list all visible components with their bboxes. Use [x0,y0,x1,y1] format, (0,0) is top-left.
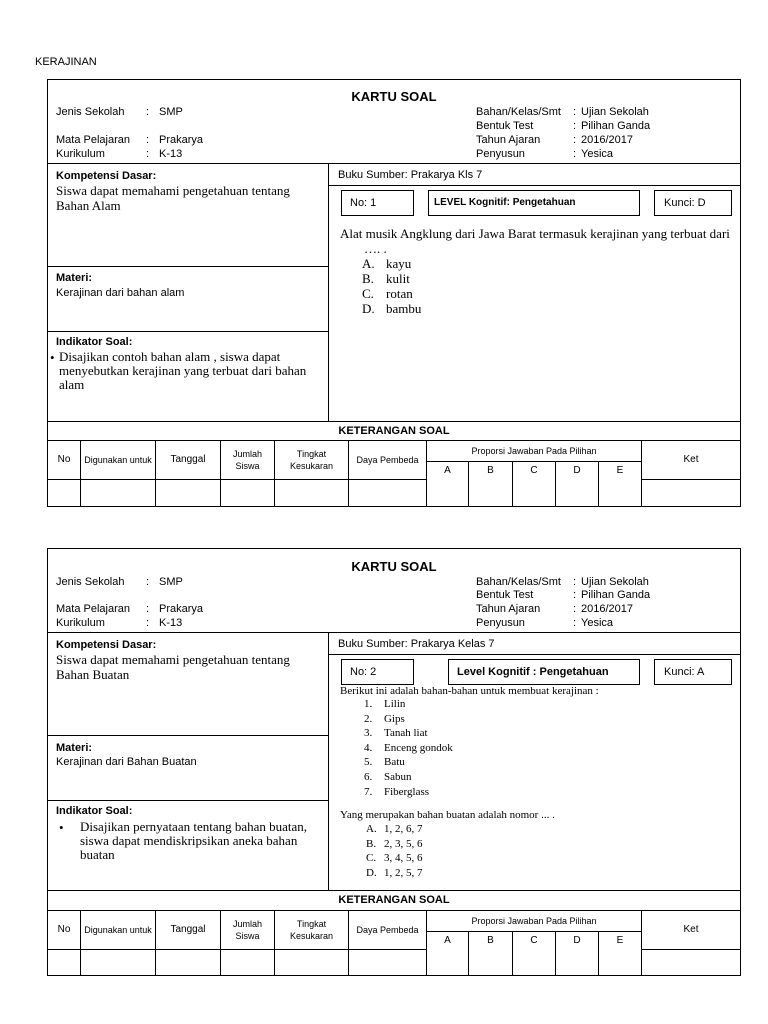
option-a [362,256,421,271]
divider [328,654,740,655]
list-item [364,770,453,785]
option-b [362,271,421,286]
field-tahun-value: 2016/2017 [581,603,633,615]
question-text [340,226,732,256]
list-item [364,712,453,727]
kompetensi-text: Siswa dapat memahami pengetahuan tentang Bahan Alam [56,183,290,213]
indikator-label: Indikator Soal: [56,336,133,348]
field-sep: : [146,106,150,118]
col-letter-e: E [616,464,624,476]
col-ket: Ket [683,454,699,465]
materi-text: Kerajinan dari Bahan Buatan [56,756,197,768]
list-text: Gips [384,712,405,725]
card-title: KARTU SOAL [351,559,437,574]
field-sep: : [146,617,150,629]
col-digunakan: Digunakan untuk [84,455,152,465]
question-number-box [341,659,414,685]
material-list [364,697,453,799]
list-item [364,755,453,770]
col-daya-pembeda: Daya Pembeda [356,455,419,465]
option-c [366,851,423,866]
divider [48,800,328,801]
list-num: 3. [364,727,373,740]
option-text: bambu [386,301,422,316]
col-tanggal: Tanggal [170,924,206,935]
list-num: 2. [364,712,373,725]
field-penyusun-label: Penyusun [476,148,525,160]
col-letter-b: B [487,934,494,946]
question-number-box [341,190,414,216]
kunci-text: Kunci: A [664,666,705,678]
list-text: Lilin [384,698,406,710]
buku-sumber: Buku Sumber: Prakarya Kelas 7 [338,638,495,650]
col-daya-pembeda: Daya Pembeda [356,925,419,935]
col-letter-c: C [530,464,538,476]
col-letter-a: A [444,934,451,946]
divider [48,890,740,891]
list-text: Batu [384,756,405,769]
divider [641,479,740,480]
field-sep: : [573,603,577,615]
materi-label: Materi: [56,272,93,284]
bullet-icon: • [59,820,64,835]
option-letter: B. [362,271,374,286]
field-bahan-value: Ujian Sekolah [581,106,649,118]
option-text: kayu [386,256,412,271]
divider [328,163,329,421]
col-proporsi: Proporsi Jawaban Pada Pilihan [471,916,597,926]
field-bentuk-value: Pilihan Ganda [581,589,651,601]
divider [48,632,740,633]
col-letter-b: B [487,464,494,476]
field-bahan-value: Ujian Sekolah [581,576,649,588]
col-no: No [57,924,71,935]
option-letter: B. [366,837,377,850]
divider [641,949,740,950]
list-num: 6. [364,770,373,783]
col-tanggal: Tanggal [170,454,206,465]
option-b [366,837,423,852]
question-card-1 [47,79,741,507]
field-bentuk-label: Bentuk Test [476,120,534,132]
indikator-text: Disajikan pernyataan tentang bahan buatan, siswa dapat mendiskripsikan aneka bahan buatan [80,819,308,862]
field-mata-pelajaran-value: Prakarya [159,134,204,146]
field-bahan-label: Bahan/Kelas/Smt [476,106,561,118]
field-bahan-label: Bahan/Kelas/Smt [476,576,561,588]
field-sep: : [573,120,577,132]
field-tahun-label: Tahun Ajaran [476,603,541,615]
col-tingkat-kesukaran: Tingkat Kesukaran [289,449,334,471]
question-stem: Alat musik Angklung dari Jawa Barat termasuk kerajinan yang terbuat dari …. . [340,226,730,256]
col-letter-c: C [530,934,538,946]
option-text: 3, 4, 5, 6 [384,852,423,865]
list-num: 5. [364,756,373,769]
field-penyusun-value: Yesica [581,617,614,629]
field-bentuk-label: Bentuk Test [476,589,534,601]
divider [328,185,740,186]
option-letter: D. [366,866,377,879]
divider [48,421,740,422]
question-intro: Berikut ini adalah bahan-bahan untuk membuat kerajinan : [340,685,599,697]
option-letter: A. [362,256,375,271]
field-mata-pelajaran-value: Prakarya [159,603,204,615]
field-sep: : [146,148,150,160]
list-text: Enceng gondok [384,741,453,754]
field-sep: : [146,576,150,588]
option-text: 1, 2, 5, 7 [384,866,423,879]
list-num: 4. [364,741,373,754]
materi-text: Kerajinan dari bahan alam [56,287,185,299]
list-num: 7. [364,785,373,798]
option-text: 2, 3, 5, 6 [384,837,423,850]
kunci-box [654,659,732,685]
option-d [362,301,421,316]
question-number: No: 2 [350,666,377,678]
list-text: Fiberglass [384,785,430,798]
option-text: 1, 2, 6, 7 [384,823,423,835]
field-kurikulum-value: K-13 [159,617,183,629]
option-letter: D. [362,301,375,316]
option-d [366,866,423,881]
field-sep: : [573,134,577,146]
option-letter: A. [366,823,377,835]
divider [328,632,329,890]
field-penyusun-value: Yesica [581,148,614,160]
field-sep: : [573,148,577,160]
col-tingkat-kesukaran: Tingkat Kesukaran [289,919,334,941]
field-mata-pelajaran-label: Mata Pelajaran [56,603,130,615]
col-jumlah-siswa: Jumlah Siswa [232,449,262,471]
option-a [366,822,423,837]
card-title: KARTU SOAL [351,89,437,104]
col-letter-d: D [573,934,581,946]
divider [48,331,328,332]
field-bentuk-value: Pilihan Ganda [581,120,651,132]
keterangan-title: KETERANGAN SOAL [338,894,450,906]
list-num: 1. [364,698,373,710]
field-sep: : [146,603,150,615]
col-letter-e: E [616,934,624,946]
option-text: kulit [386,271,410,286]
field-sep: : [146,134,150,146]
question-stem: Yang merupakan bahan buatan adalah nomor ... . [340,809,555,821]
option-letter: C. [366,852,377,865]
keterangan-title: KETERANGAN SOAL [338,425,450,437]
option-c [362,286,421,301]
indikator-text: Disajikan contoh bahan alam , siswa dapat menyebutkan kerajinan yang terbuat dari bahan alam [59,349,307,392]
col-jumlah-siswa: Jumlah Siswa [232,919,262,941]
question-number: No: 1 [350,197,377,209]
list-item [364,785,453,800]
option-letter: C. [362,286,374,301]
option-list [362,256,421,316]
field-penyusun-label: Penyusun [476,617,525,629]
indikator-label: Indikator Soal: [56,805,133,817]
page-heading: KERAJINAN [35,56,97,68]
level-box [428,190,640,216]
list-text: Tanah liat [384,727,428,740]
list-item [364,741,453,756]
list-item [364,726,453,741]
kompetensi-label: Kompetensi Dasar: [56,639,157,651]
col-letter-a: A [444,464,451,476]
option-text: rotan [386,286,413,301]
list-text: Sabun [384,770,412,783]
question-card-2 [47,548,741,976]
kompetensi-label: Kompetensi Dasar: [56,170,157,182]
materi-label: Materi: [56,742,93,754]
field-jenis-sekolah-value: SMP [159,106,183,118]
buku-sumber: Buku Sumber: Prakarya Kls 7 [338,169,483,181]
field-tahun-label: Tahun Ajaran [476,134,541,146]
divider [48,735,328,736]
field-kurikulum-label: Kurikulum [56,617,105,629]
level-text: Level Kognitif : Pengetahuan [457,666,609,678]
kunci-box [654,190,732,216]
kompetensi-text: Siswa dapat memahami pengetahuan tentang Bahan Buatan [56,652,290,682]
field-jenis-sekolah-label: Jenis Sekolah [56,106,125,118]
level-box [448,659,640,685]
field-sep: : [573,589,577,601]
divider [48,479,426,480]
field-kurikulum-label: Kurikulum [56,148,105,160]
bullet-icon: • [50,350,55,365]
col-letter-d: D [573,464,581,476]
col-no: No [57,454,71,465]
field-sep: : [573,106,577,118]
field-tahun-value: 2016/2017 [581,134,633,146]
level-text: LEVEL Kognitif: Pengetahuan [434,197,576,208]
divider [48,266,328,267]
field-sep: : [573,617,577,629]
divider [48,163,740,164]
field-jenis-sekolah-label: Jenis Sekolah [56,576,125,588]
col-digunakan: Digunakan untuk [84,925,152,935]
field-sep: : [573,576,577,588]
field-mata-pelajaran-label: Mata Pelajaran [56,134,130,146]
kunci-text: Kunci: D [664,197,706,209]
list-item [364,697,453,712]
col-proporsi: Proporsi Jawaban Pada Pilihan [471,446,597,456]
col-ket: Ket [683,924,699,935]
field-kurikulum-value: K-13 [159,148,183,160]
option-list [366,822,423,880]
field-jenis-sekolah-value: SMP [159,576,183,588]
divider [48,949,426,950]
